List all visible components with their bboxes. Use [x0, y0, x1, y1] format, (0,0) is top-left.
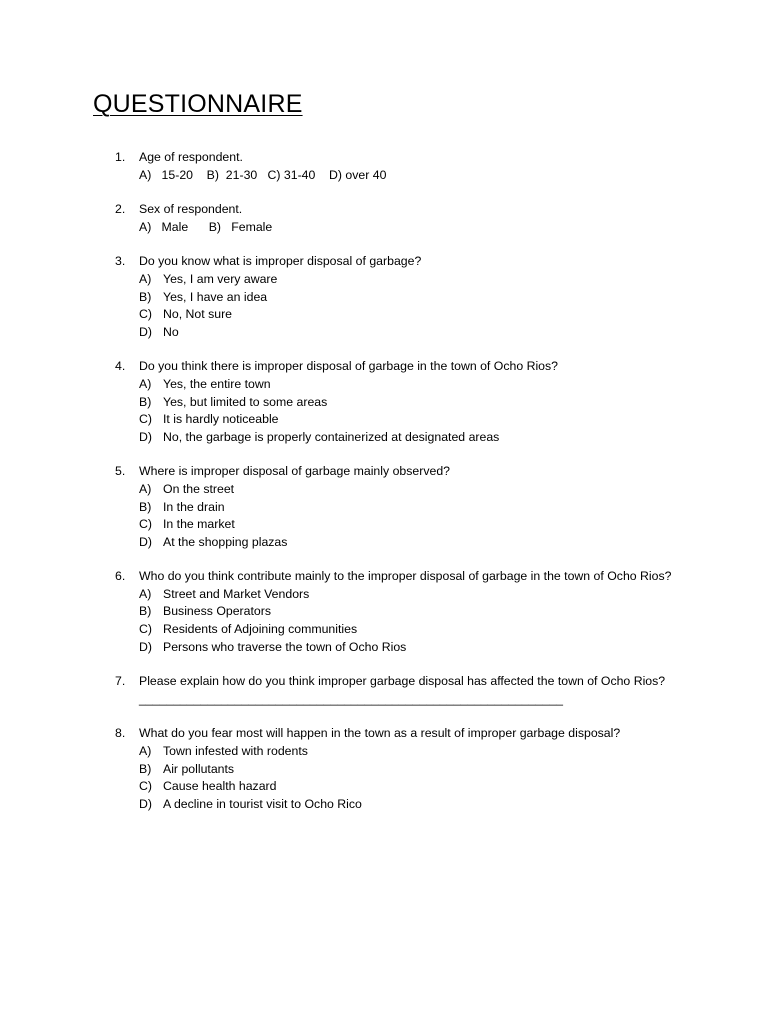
question-options-inline: A) Male B) Female: [139, 219, 273, 234]
option-letter: A): [139, 586, 152, 601]
option-text: Street and Market Vendors: [163, 586, 310, 601]
question-options-inline: A) 15-20 B) 21-30 C) 31-40 D) over 40: [139, 167, 387, 182]
option-letter: D): [139, 429, 152, 444]
question-8: [0, 725, 768, 813]
option-letter: D): [139, 534, 152, 549]
option-c: [0, 621, 768, 639]
question-text: Do you know what is improper disposal of garbage?: [139, 254, 422, 269]
option-a: [0, 743, 768, 761]
question-4: [0, 358, 768, 446]
question-7: [0, 673, 768, 708]
question-number: 4.: [115, 359, 126, 374]
question-number: 3.: [115, 254, 126, 269]
option-a: [0, 481, 768, 499]
option-letter: B): [139, 289, 152, 304]
option-list: [0, 481, 768, 551]
option-text: In the drain: [163, 499, 225, 514]
option-d: [0, 796, 768, 814]
option-a: [0, 376, 768, 394]
question-text: Who do you think contribute mainly to the improper disposal of garbage in the town of Ocho Rios?: [139, 569, 672, 584]
option-list: [0, 271, 768, 341]
option-text: Residents of Adjoining communities: [163, 622, 358, 637]
question-text: Do you think there is improper disposal of garbage in the town of Ocho Rios?: [139, 359, 559, 374]
option-letter: C): [139, 412, 152, 427]
option-b: [0, 761, 768, 779]
option-text: In the market: [163, 517, 235, 532]
option-c: [0, 778, 768, 796]
option-letter: B): [139, 604, 152, 619]
option-d: [0, 324, 768, 342]
option-letter: A): [139, 271, 152, 286]
option-letter: B): [139, 761, 152, 776]
option-b: [0, 603, 768, 621]
page-title: QUESTIONNAIRE: [93, 90, 303, 118]
option-c: [0, 306, 768, 324]
question-number: 8.: [115, 726, 126, 741]
option-text: Yes, I am very aware: [163, 271, 278, 286]
option-letter: A): [139, 744, 152, 759]
question-text: Age of respondent.: [139, 150, 243, 164]
option-text: On the street: [163, 481, 235, 496]
question-5: [0, 463, 768, 551]
option-letter: A): [139, 481, 152, 496]
option-letter: C): [139, 517, 152, 532]
option-letter: A): [139, 376, 152, 391]
option-list: [0, 376, 768, 446]
option-text: Yes, the entire town: [163, 376, 271, 391]
question-text: What do you fear most will happen in the town as a result of improper garbage disposal?: [139, 726, 621, 741]
question-text: Where is improper disposal of garbage mainly observed?: [139, 464, 450, 479]
option-text: No: [163, 324, 179, 339]
option-b: [0, 289, 768, 307]
option-b: [0, 499, 768, 517]
question-number: 5.: [115, 464, 126, 479]
option-d: [0, 639, 768, 657]
option-d: [0, 534, 768, 552]
option-c: [0, 516, 768, 534]
option-letter: C): [139, 622, 152, 637]
option-text: It is hardly noticeable: [163, 412, 279, 427]
option-d: [0, 429, 768, 447]
option-text: Yes, I have an idea: [163, 289, 268, 304]
option-letter: B): [139, 499, 152, 514]
option-text: Town infested with rodents: [163, 744, 308, 759]
question-text: Please explain how do you think improper garbage disposal has affected the town of Ocho Rios?______________________________________________________________: [139, 674, 666, 706]
question-number: 6.: [115, 569, 126, 584]
option-text: No, the garbage is properly containerized at designated areas: [163, 429, 500, 444]
question-number: 7.: [115, 674, 126, 689]
option-text: At the shopping plazas: [163, 534, 288, 549]
question-3: [0, 253, 768, 341]
option-text: Yes, but limited to some areas: [163, 394, 328, 409]
option-letter: C): [139, 307, 152, 322]
option-letter: D): [139, 639, 152, 654]
option-text: Air pollutants: [163, 761, 235, 776]
question-text: Sex of respondent.: [139, 202, 243, 217]
question-2: [0, 201, 768, 236]
option-letter: C): [139, 779, 152, 794]
option-letter: B): [139, 394, 152, 409]
option-text: Cause health hazard: [163, 779, 277, 794]
option-text: Persons who traverse the town of Ocho Rios: [163, 639, 407, 654]
option-letter: D): [139, 796, 152, 811]
option-text: A decline in tourist visit to Ocho Rico: [163, 796, 362, 811]
option-list: [0, 586, 768, 656]
option-c: [0, 411, 768, 429]
option-a: [0, 586, 768, 604]
option-letter: D): [139, 324, 152, 339]
question-number: 2.: [115, 202, 126, 217]
option-text: No, Not sure: [163, 307, 233, 322]
question-6: [0, 568, 768, 656]
option-a: [0, 271, 768, 289]
option-list: [0, 743, 768, 813]
option-text: Business Operators: [163, 604, 271, 619]
question-number: 1.: [115, 150, 126, 164]
option-b: [0, 394, 768, 412]
question-list: [0, 149, 768, 813]
question-1: [0, 149, 768, 184]
